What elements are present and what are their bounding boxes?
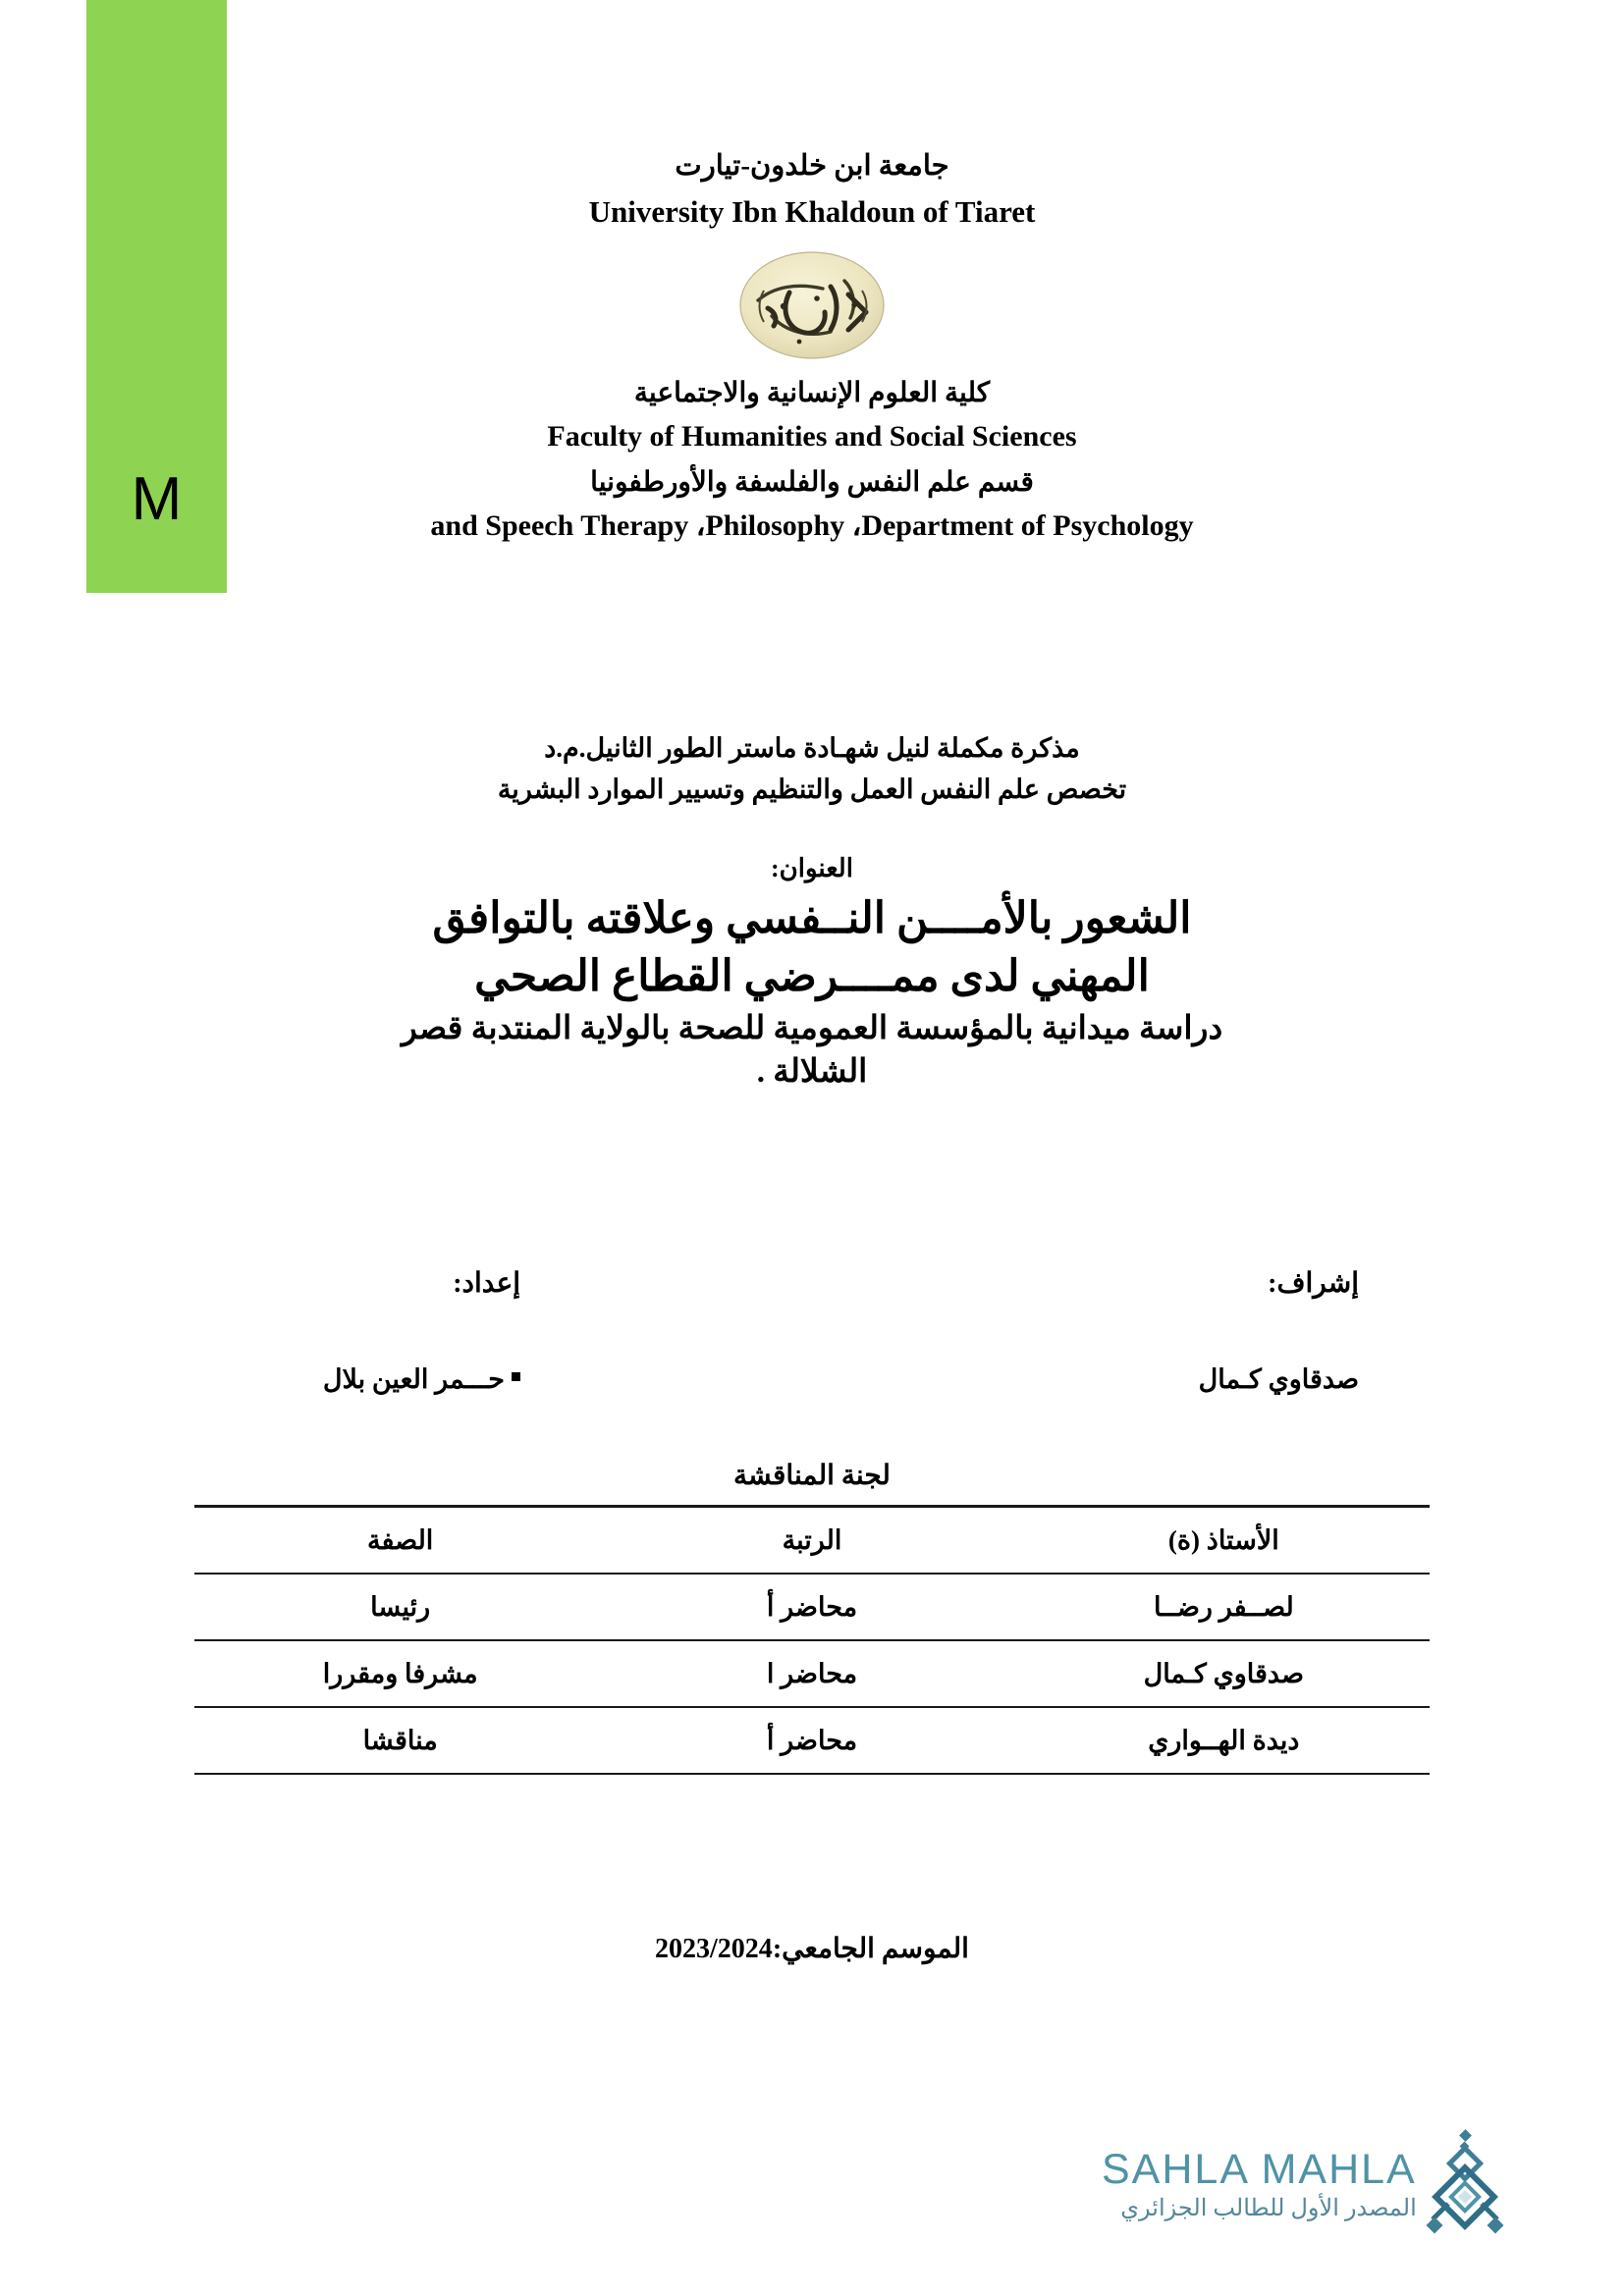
jury-header-row: [194, 1507, 1430, 1575]
prepared-by-label: إعداد:: [453, 1268, 520, 1299]
sahla-mahla-watermark: [1102, 2120, 1524, 2248]
thesis-subtitle-line-1: دراسة ميدانية بالمؤسسة العمومية للصحة بالولاية المنتدبة قصر: [401, 1010, 1223, 1046]
thesis-statement: [183, 728, 1441, 811]
jury-committee-section: [194, 1459, 1430, 1775]
department-name-ar: قسم علم النفس والفلسفة والأورطفونيا: [590, 467, 1034, 499]
jury-rank: محاضر أ: [606, 1574, 1017, 1640]
department-name-en: and Speech Therapy ،Philosophy ،Department of Psychology: [430, 509, 1194, 543]
jury-rank: محاضر ا: [606, 1640, 1017, 1707]
table-row: [194, 1574, 1430, 1640]
jury-col-professor: الأستاذ (ة): [1018, 1507, 1430, 1575]
watermark-text: [1102, 2145, 1417, 2221]
watermark-tagline: المصدر الأول للطالب الجزائري: [1120, 2195, 1417, 2221]
university-name-ar: جامعة ابن خلدون-تيارت: [675, 150, 949, 182]
prepared-by-column: [226, 1266, 520, 1397]
jury-role: مناقشا: [194, 1707, 606, 1774]
university-emblem-wrap: [183, 246, 1441, 364]
prepared-by-name: حـــمر العين بلال: [322, 1364, 505, 1395]
thesis-title-line-1: الشعور بالأمــــن النــفسي وعلاقته بالتوافق: [432, 893, 1192, 942]
bullet-square-icon: [512, 1372, 520, 1381]
jury-rank: محاضر أ: [606, 1707, 1017, 1774]
jury-col-rank: الرتبة: [606, 1507, 1017, 1575]
jury-col-role: الصفة: [194, 1507, 606, 1575]
supervisor-column: [1064, 1266, 1398, 1397]
jury-professor: لصــفر رضــا: [1018, 1574, 1430, 1640]
university-emblem-icon: [729, 247, 895, 363]
supervisor-name: صدقاوي كـمال: [1198, 1364, 1359, 1395]
jury-professor: ديدة الهــواري: [1018, 1707, 1430, 1774]
table-row: [194, 1707, 1430, 1774]
faculty-name-ar: كلية العلوم الإنسانية والاجتماعية: [633, 377, 991, 408]
university-name-en: University Ibn Khaldoun of Tiaret: [588, 194, 1036, 230]
title-label: العنوان:: [771, 854, 853, 882]
watermark-brand: SAHLA MAHLA: [1102, 2145, 1417, 2193]
committee-title: لجنة المناقشة: [733, 1461, 891, 1491]
margin-marker-letter: M: [131, 465, 183, 533]
document-header: [183, 147, 1441, 547]
academic-year: الموسم الجامعي:2023/2024: [655, 1934, 969, 1964]
jury-role: رئيسا: [194, 1574, 606, 1640]
supervisor-label: إشراف:: [1268, 1268, 1359, 1299]
jury-role: مشرفا ومقررا: [194, 1640, 606, 1707]
thesis-title-block: [147, 852, 1477, 1094]
thesis-specialty-line: تخصص علم النفس العمل والتنظيم وتسيير الموارد البشرية: [497, 774, 1127, 804]
table-row: [194, 1640, 1430, 1707]
thesis-subtitle-line-2: الشلالة .: [756, 1054, 868, 1091]
authorship-row: [226, 1266, 1398, 1397]
thesis-title-line-2: المهني لدى ممــــرضي القطاع الصحي: [474, 952, 1150, 1001]
jury-professor: صدقاوي كـمال: [1018, 1640, 1430, 1707]
jury-table: [194, 1505, 1430, 1775]
faculty-name-en: Faculty of Humanities and Social Sciences: [547, 420, 1077, 454]
diamond-ornament-icon: [1425, 2129, 1505, 2239]
prepared-by-name-wrap: [226, 1362, 520, 1397]
thesis-degree-line: مذكرة مكملة لنيل شهـادة ماستر الطور الثانيل.م.د: [544, 733, 1080, 763]
